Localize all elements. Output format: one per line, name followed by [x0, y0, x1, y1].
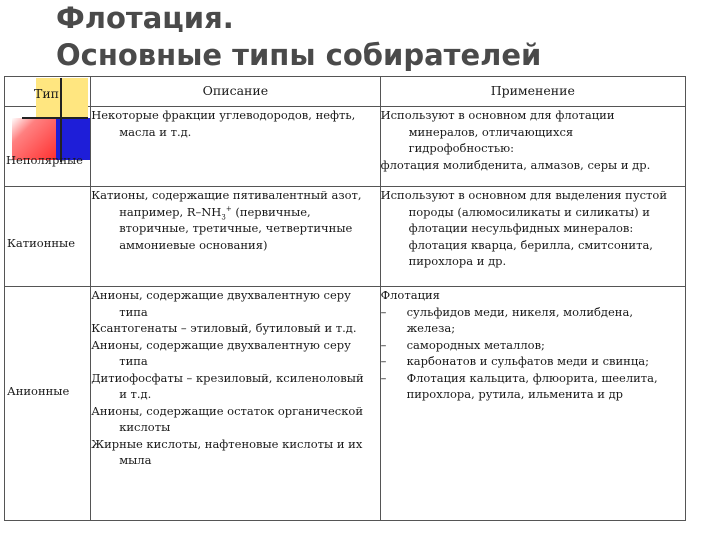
header-description-label: Описание — [202, 83, 269, 98]
description-line: вторичные, третичные, четвертичные — [119, 221, 353, 235]
header-type-overlay: Тип — [34, 86, 59, 101]
description-line: кислоты — [119, 420, 171, 434]
application-item — [381, 353, 685, 370]
description-line: Анионы, содержащие двухвалентную серу — [91, 337, 351, 352]
table-row — [5, 187, 686, 287]
description-line: Анионы, содержащие двухвалентную серу — [91, 288, 351, 302]
formula-tail: (первичные, — [231, 204, 311, 219]
formula-text: например, R–NH — [119, 204, 222, 219]
application-line: самородных металлов; — [406, 337, 545, 352]
type-cell — [5, 287, 91, 521]
table-header-row — [5, 77, 686, 107]
application-line: флотация кварца, берилла, смитсонита, — [408, 237, 653, 252]
description-cell — [91, 107, 380, 187]
collectors-table — [4, 76, 686, 521]
header-application-label: Применение — [490, 83, 575, 98]
application-line: пирохлора и др. — [408, 254, 507, 268]
description-line: типа — [119, 354, 148, 368]
description-line: и т.д. — [119, 387, 152, 401]
application-item — [381, 370, 685, 403]
description-cell — [91, 287, 380, 521]
application-cell — [380, 187, 685, 287]
dash-bullet: – — [380, 337, 387, 352]
type-anionic: Анионные — [7, 384, 70, 398]
application-line: Используют в основном для флотации — [380, 108, 615, 122]
description-cell — [91, 187, 380, 287]
application-line: минералов, отличающихся — [408, 124, 574, 139]
title-line-1: Флотация. — [56, 1, 234, 35]
dash-bullet: – — [380, 370, 387, 385]
type-cationic: Катионные — [7, 236, 75, 250]
decor-horizontal-line — [22, 117, 88, 119]
description-line: аммониевые основания) — [119, 237, 268, 252]
page-title — [56, 0, 541, 74]
description-line: масла и т.д. — [119, 124, 192, 139]
header-application — [380, 77, 685, 107]
description-line: мыла — [119, 453, 152, 467]
description-line: Ксантогенаты – этиловый, бутиловый и т.д. — [91, 321, 357, 335]
table-row — [5, 287, 686, 521]
application-line: Используют в основном для выделения пустой — [380, 188, 667, 202]
application-cell — [380, 287, 685, 521]
decor-vertical-line — [60, 78, 62, 162]
application-item — [381, 304, 685, 337]
application-line: гидрофобностью: — [408, 141, 515, 155]
description-line — [91, 204, 379, 221]
application-line: породы (алюмосиликаты и силикаты) и — [408, 204, 650, 219]
title-line-2: Основные типы собирателей — [56, 38, 542, 72]
description-line: Дитиофосфаты – крезиловый, ксиленоловый — [91, 370, 364, 385]
application-cell — [380, 107, 685, 187]
formula-subscript: 3 — [221, 212, 226, 221]
application-line: флотация молибденита, алмазов, серы и др. — [380, 157, 651, 172]
application-line: пирохлора, рутила, ильменита и др — [406, 387, 624, 401]
dash-bullet: – — [380, 354, 387, 368]
application-line: флотации несульфидных минералов: — [408, 221, 634, 235]
description-line: Катионы, содержащие пятивалентный азот, — [91, 188, 362, 202]
application-line: карбонатов и сульфатов меди и свинца; — [406, 354, 649, 368]
description-line: Анионы, содержащие остаток органической — [91, 403, 363, 418]
dash-bullet: – — [380, 304, 387, 319]
description-line: типа — [119, 304, 148, 319]
application-line: сульфидов меди, никеля, молибдена, — [406, 304, 633, 319]
application-heading: Флотация — [380, 288, 440, 302]
description-line: Жирные кислоты, нафтеновые кислоты и их — [91, 436, 363, 451]
table-row — [5, 107, 686, 187]
header-description — [91, 77, 380, 107]
application-line: железа; — [406, 321, 456, 335]
type-cell — [5, 187, 91, 287]
application-item — [381, 337, 685, 354]
type-nonpolar-overlay: Неполярные — [6, 153, 83, 167]
application-line: Флотация кальцита, флюорита, шеелита, — [406, 370, 658, 385]
description-line: Некоторые фракции углеводородов, нефть, — [91, 108, 356, 122]
formula-superscript: + — [225, 204, 232, 213]
